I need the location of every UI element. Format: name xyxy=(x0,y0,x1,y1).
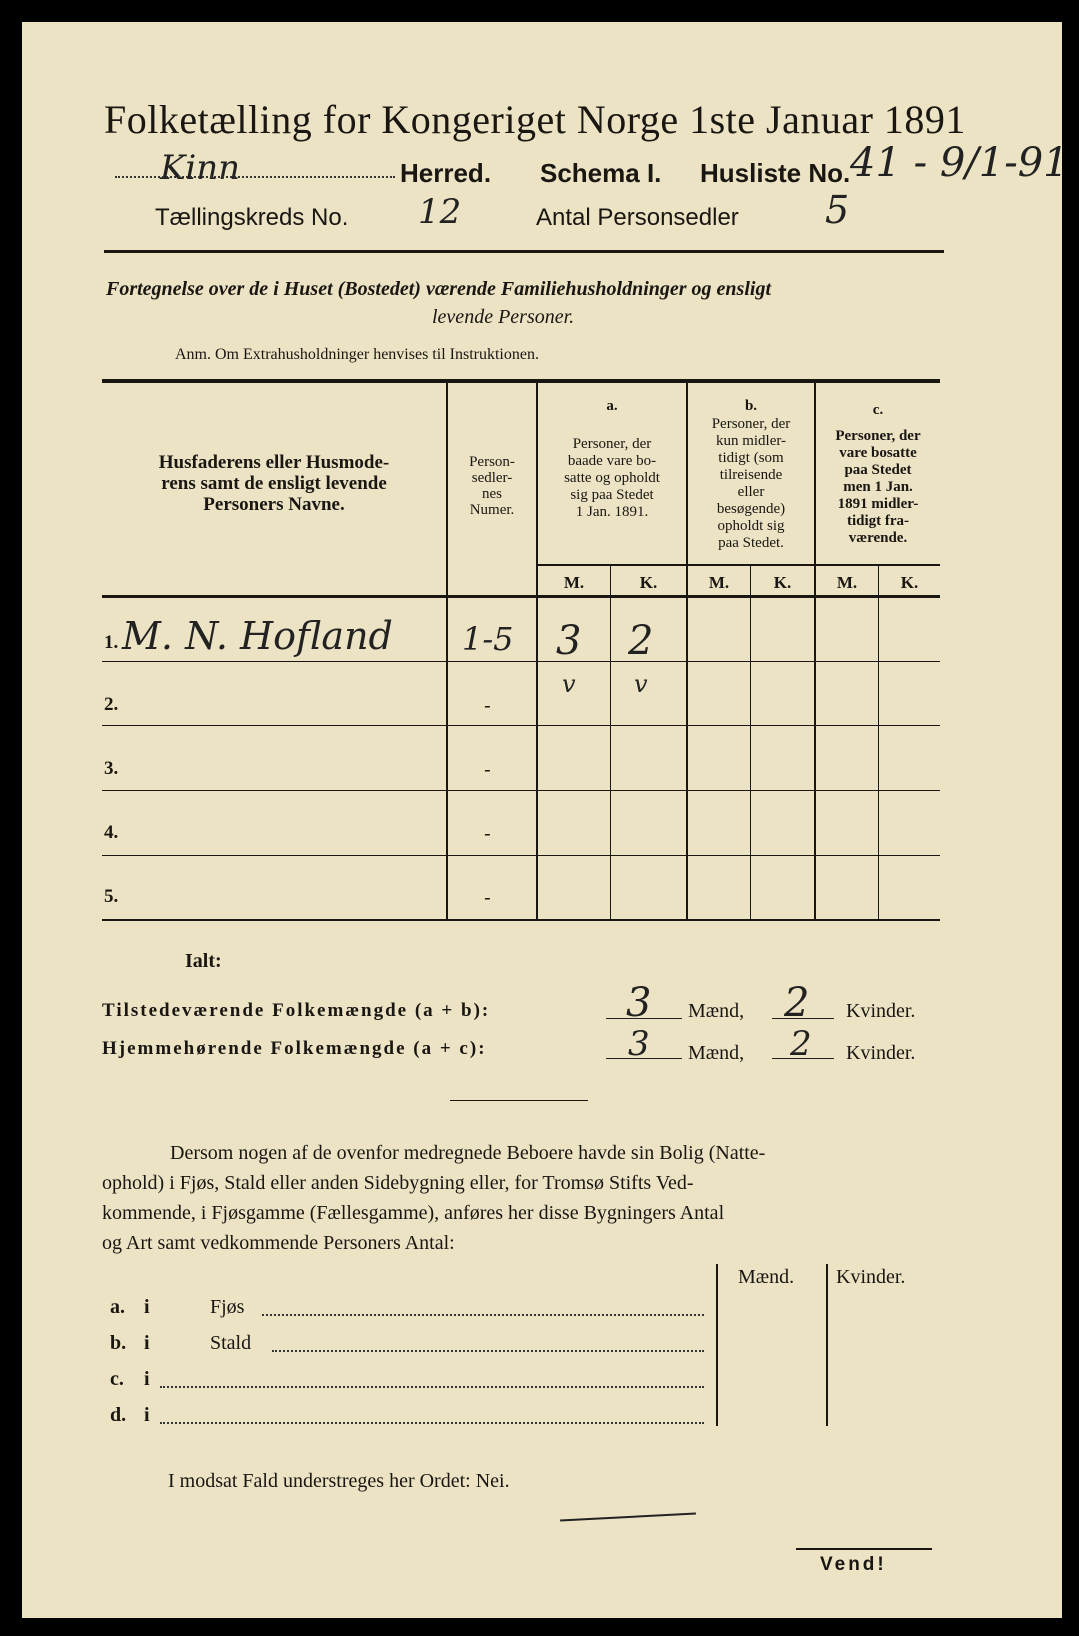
schema-label: Schema I. xyxy=(540,158,662,188)
divider-short xyxy=(450,1100,588,1101)
row-1-a-m: 3 xyxy=(556,618,582,664)
intro-line2: levende Personer. xyxy=(432,306,575,328)
tilstede-label: Tilstedeværende Folkemængde (a + b): xyxy=(102,1000,491,1021)
intro-line1: Fortegnelse over de i Huset (Bostedet) værende Familiehusholdninger og ensligt xyxy=(106,278,771,300)
row-1-numer: 1-5 xyxy=(462,620,514,658)
herred-value: Kinn xyxy=(160,148,241,188)
tilstede-maend: Mænd, xyxy=(688,1000,745,1022)
row-sep-2 xyxy=(102,725,940,726)
tilstede-m-value: 3 xyxy=(626,980,652,1026)
a-k-header: K. xyxy=(639,573,658,592)
buildings-kvinder-header: Kvinder. xyxy=(836,1266,906,1288)
header-rule xyxy=(104,250,944,253)
row-1-name: M. N. Hofland xyxy=(122,614,393,658)
kreds-value: 12 xyxy=(418,192,462,232)
row-3-number: 3. xyxy=(104,758,119,779)
building-d-letter: d. xyxy=(110,1404,127,1426)
building-c-dots xyxy=(160,1386,704,1388)
kreds-label: Tællingskreds No. xyxy=(155,204,349,231)
ialt-label: Ialt: xyxy=(185,950,222,972)
buildings-col-sep-2 xyxy=(826,1264,828,1426)
row-1-a-k: 2 xyxy=(628,618,654,664)
row-5-number: 5. xyxy=(104,886,119,907)
row-4-numer: - xyxy=(484,821,491,845)
vend-label: Vend! xyxy=(820,1554,887,1575)
row-sep-4 xyxy=(102,855,940,856)
buildings-para-2: ophold) i Fjøs, Stald eller anden Sidebygning eller, for Tromsø Stifts Ved- xyxy=(102,1172,694,1194)
row-1-number: 1. xyxy=(104,632,119,653)
personsedler-label: Antal Personsedler xyxy=(536,204,739,231)
a-m-header: M. xyxy=(563,573,585,592)
col-sep-a-mk xyxy=(610,565,611,919)
table-bottom-rule xyxy=(102,919,940,921)
building-d-dots xyxy=(160,1422,704,1424)
building-d-i: i xyxy=(144,1404,150,1426)
hjemme-maend: Mænd, xyxy=(688,1042,745,1064)
vend-rule xyxy=(796,1548,932,1550)
row-3-numer: - xyxy=(484,757,491,781)
building-a-label: Fjøs xyxy=(210,1296,245,1318)
mk-header-rule xyxy=(536,564,940,566)
hjemme-m-value: 3 xyxy=(628,1024,650,1064)
b-k-header: K. xyxy=(773,573,792,592)
tilstede-kvinder: Kvinder. xyxy=(846,1000,916,1022)
form-title: Folketælling for Kongeriget Norge 1ste Januar 1891 xyxy=(104,97,966,142)
modsat-fald-note: I modsat Fald understreges her Ordet: Nei. xyxy=(168,1470,510,1492)
building-b-label: Stald xyxy=(210,1332,252,1354)
row-sep-1 xyxy=(102,661,940,662)
col-b-letter: b. xyxy=(744,398,758,414)
tilstede-k-value: 2 xyxy=(784,980,810,1026)
c-k-header: K. xyxy=(900,573,919,592)
buildings-maend-header: Mænd. xyxy=(738,1266,795,1288)
herred-label: Herred. xyxy=(400,158,492,188)
building-c-letter: c. xyxy=(110,1368,124,1390)
hjemme-k-value: 2 xyxy=(790,1024,812,1064)
c-m-header: M. xyxy=(836,573,858,592)
census-form-sheet xyxy=(22,22,1062,1618)
building-b-dots xyxy=(272,1350,704,1352)
row-5-numer: - xyxy=(484,885,491,909)
building-b-i: i xyxy=(144,1332,150,1354)
row-sep-3 xyxy=(102,790,940,791)
personsedler-value: 5 xyxy=(825,188,850,232)
col-c-letter: c. xyxy=(872,402,884,418)
building-b-letter: b. xyxy=(110,1332,127,1354)
buildings-col-sep-1 xyxy=(716,1264,718,1426)
hjemme-label: Hjemmehørende Folkemængde (a + c): xyxy=(102,1038,487,1059)
buildings-para-4: og Art samt vedkommende Personers Antal: xyxy=(102,1232,455,1254)
buildings-para-3: kommende, i Fjøsgamme (Fællesgamme), anføres her disse Bygningers Antal xyxy=(102,1202,725,1224)
husliste-value: 41 - 9/1-91 xyxy=(850,140,1069,186)
hjemme-kvinder: Kvinder. xyxy=(846,1042,916,1064)
building-a-letter: a. xyxy=(110,1296,125,1318)
husliste-label: Husliste No. xyxy=(700,158,851,188)
col-header-name: Husfaderens eller Husmode- rens samt de ensligt levende Personers Navne. xyxy=(158,452,390,515)
col-sep-c-mk xyxy=(878,565,879,919)
row-4-number: 4. xyxy=(104,822,119,843)
col-a-letter: a. xyxy=(606,398,618,414)
row-2-number: 2. xyxy=(104,694,119,715)
row-2-numer: - xyxy=(484,693,491,717)
row-2-a-k: v xyxy=(634,670,648,698)
building-a-i: i xyxy=(144,1296,150,1318)
anm-note: Anm. Om Extrahusholdninger henvises til Instruktionen. xyxy=(175,346,539,363)
col-sep-b-mk xyxy=(750,565,751,919)
col-header-c: Personer, der vare bosatte paa Stedet men 1 Jan. 1891 midler- tidigt fra- værende. xyxy=(835,428,921,546)
col-header-numer: Person- sedler- nes Numer. xyxy=(469,454,515,518)
col-header-b: Personer, der kun midler- tidigt (som tilreisende eller besøgende) opholdt sig paa Stedet. xyxy=(711,416,791,551)
col-header-a: Personer, der baade vare bo- satte og opholdt sig paa Stedet 1 Jan. 1891. xyxy=(564,436,660,520)
building-a-dots xyxy=(262,1314,704,1316)
buildings-para-1: Dersom nogen af de ovenfor medregnede Beboere havde sin Bolig (Natte- xyxy=(170,1142,766,1164)
row-2-a-m: v xyxy=(562,670,576,698)
building-c-i: i xyxy=(144,1368,150,1390)
b-m-header: M. xyxy=(708,573,730,592)
herred-dotline xyxy=(115,176,395,178)
